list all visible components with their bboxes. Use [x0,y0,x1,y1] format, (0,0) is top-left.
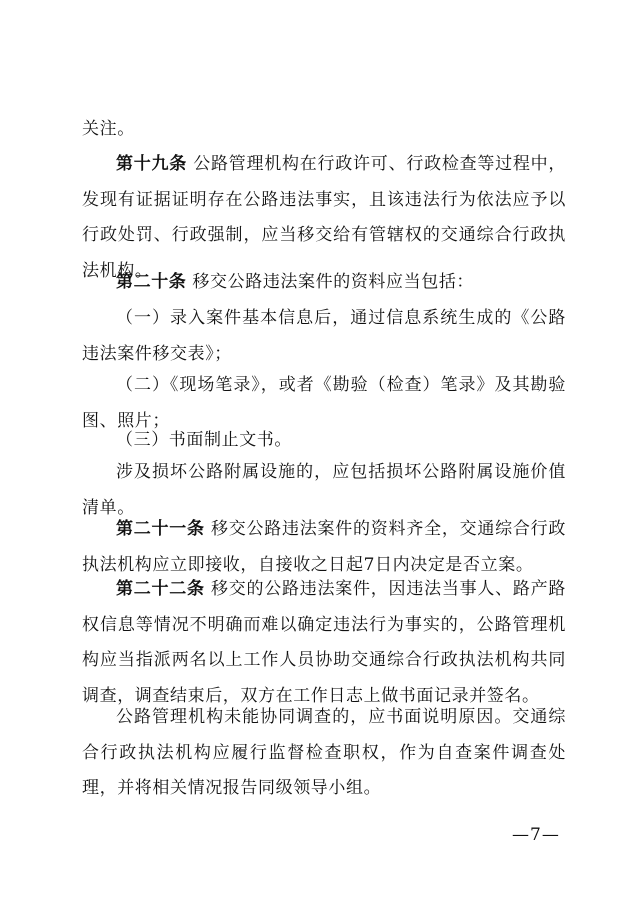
article-22-paragraph [82,572,566,714]
paragraph-text: 移交公路违法案件的资料齐全，交通综合行政执法机构应立即接收，自接收之日起7日内决定是否立案。 [82,519,566,575]
paragraph-text: 移交的公路违法案件，因违法当事人、路产路权信息等情况不明确而难以确定违法行为事实的，公路管理机构应当指派两名以上工作人员协助交通综合行政执法机构共同调查，调查结束后，双方在工作日志上做书面记录并签名。 [82,579,566,706]
list-item-1 [82,301,566,372]
paragraph-text: （二）《现场笔录》，或者《勘验（检查）笔录》及其勘验图、照片； [82,375,566,431]
paragraph-text: 移交公路违法案件的资料应当包括： [192,272,475,292]
article-20-paragraph [82,265,566,301]
article-heading: 第十九条 [116,154,188,174]
paragraph-text: 公路管理机构未能协同调查的，应书面说明原因。交通综合行政执法机构应履行监督检查职权，作为自查案件调查处理，并将相关情况报告同级领导小组。 [82,707,566,798]
list-item-3 [82,423,566,459]
article-heading: 第二十一条 [116,519,205,539]
paragraph-text: 公路管理机构在行政许可、行政检查等过程中，发现有证据证明存在公路违法事实，且该违法行为依法应予以行政处罚、行政强制，应当移交给有管辖权的交通综合行政执法机构。 [82,154,566,281]
final-paragraph [82,700,566,807]
article-heading: 第二十二条 [116,579,205,599]
article-heading: 第二十条 [116,272,187,292]
paragraph-continuation [82,112,566,148]
paragraph-text: 涉及损坏公路附属设施的，应包括损坏公路附属设施价值清单。 [82,462,566,518]
paragraph-text: （三）书面制止文书。 [116,430,292,450]
paragraph-text: （一）录入案件基本信息后，通过信息系统生成的《公路违法案件移交表》； [82,308,566,364]
page-number: —7— [512,825,560,845]
paragraph-text: 关注。 [82,119,135,139]
